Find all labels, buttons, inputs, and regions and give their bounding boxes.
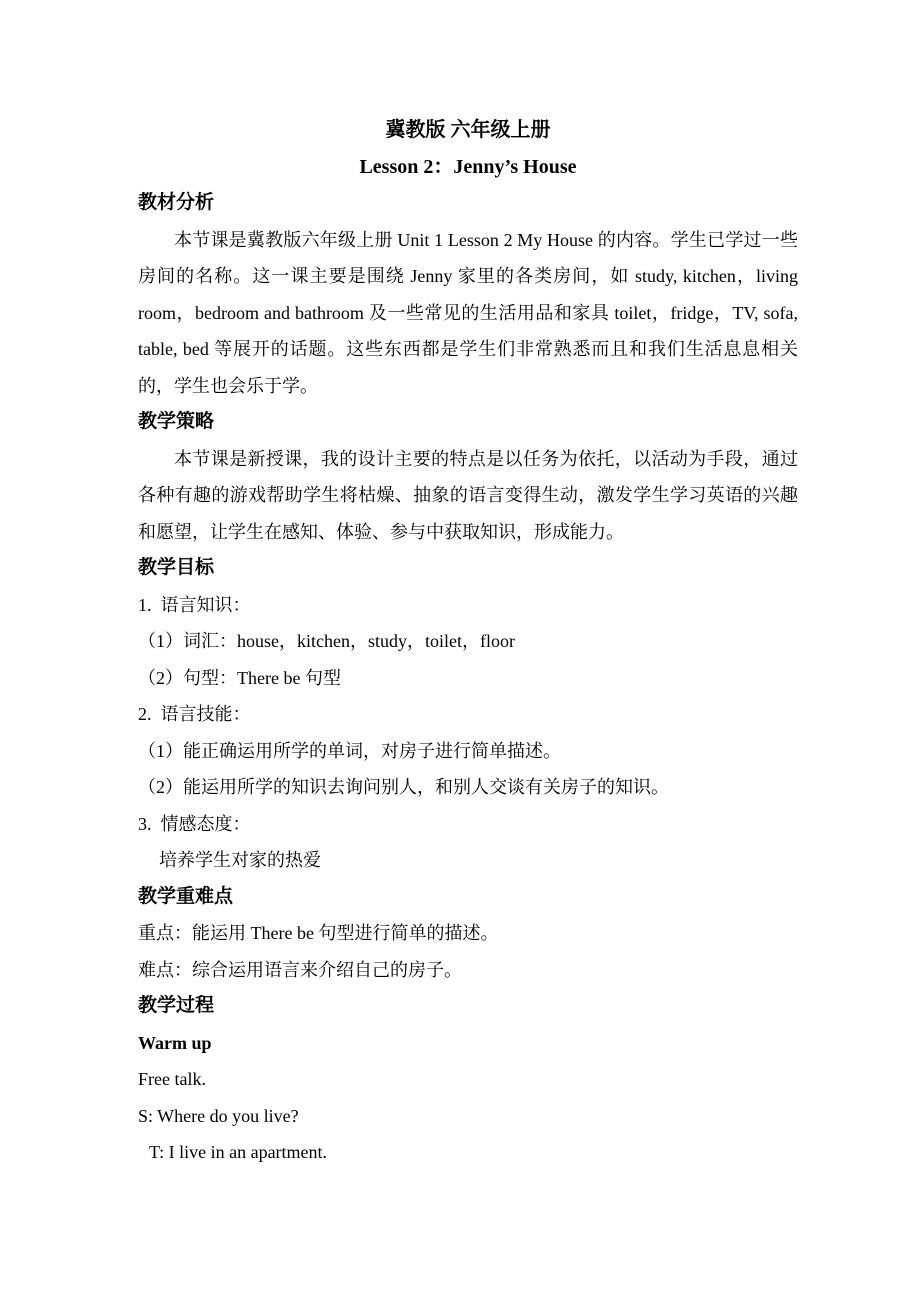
doc-title: 冀教版 六年级上册 [385, 119, 551, 141]
process-line-teacher: T: I live in an apartment. [149, 1142, 328, 1162]
difficult-point-line: 难点：综合运用语言来介绍自己的房子。 [138, 959, 462, 980]
objective-line-skills: 2. 语言技能： [138, 704, 251, 724]
objective-line-emotion-detail: 培养学生对家的热爱 [159, 850, 321, 870]
process-line-free-talk: Free talk. [138, 1069, 206, 1089]
key-point-line: 重点：能运用 There be 句型进行简单的描述。 [138, 923, 499, 943]
heading-teaching-strategy: 教学策略 [138, 411, 215, 432]
objective-line-sentence-pattern: （2）句型：There be 句型 [138, 667, 341, 688]
warm-up-label: Warm up [138, 1032, 212, 1053]
objective-line-skill-1: （1）能正确运用所学的单词，对房子进行简单描述。 [138, 740, 561, 761]
objective-line-emotion: 3. 情感态度： [138, 813, 251, 834]
doc-subtitle: Lesson 2：Jenny’s House [359, 155, 577, 178]
objective-line-knowledge: 1. 语言知识： [138, 594, 251, 615]
heading-key-difficult-points: 教学重难点 [138, 885, 234, 907]
heading-material-analysis: 教材分析 [138, 192, 215, 213]
heading-teaching-process: 教学过程 [138, 995, 215, 1016]
objective-line-skill-2: （2）能运用所学的知识去询问别人，和别人交谈有关房子的知识。 [138, 777, 669, 797]
para-teaching-strategy: 本节课是新授课，我的设计主要的特点是以任务为依托，以活动为手段，通过各种有趣的游戏帮助学生将枯燥、抽象的语言变得生动，激发学生学习英语的兴趣和愿望，让学生在感知、体验、参与中获取知识，形成能力。 [138, 448, 798, 542]
heading-teaching-objectives: 教学目标 [138, 557, 215, 578]
para-material-analysis: 本节课是冀教版六年级上册 Unit 1 Lesson 2 My House 的内容。学生已学过一些房间的名称。这一课主要是围绕 Jenny 家里的各类房间，如 study, kitchen，living room，bedroom and bathroom 及一些常见的生活用品和家具 toilet，fridge，TV, sofa, table, bed 等展开的话题。这些东西都是学生们非常熟悉而且和我们生活息息相关的，学生也会乐于学。 [138, 229, 803, 396]
objective-line-vocabulary: （1）词汇：house，kitchen，study，toilet，floor [138, 631, 515, 651]
process-line-student: S: Where do you live? [138, 1105, 299, 1126]
